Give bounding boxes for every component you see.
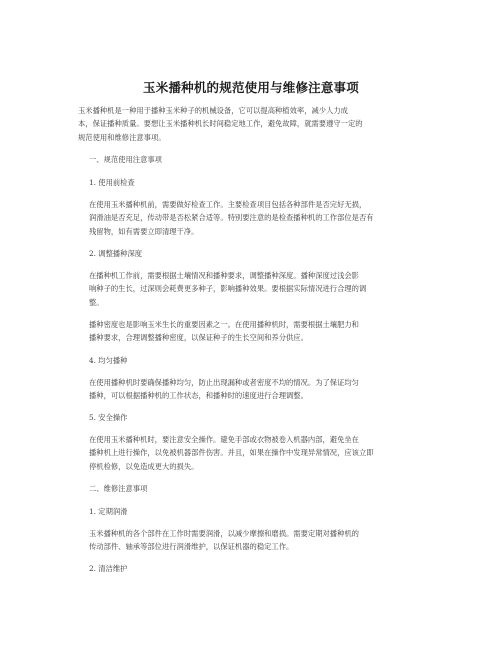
item-heading-even-sowing: 4. 均匀播种 xyxy=(89,356,128,365)
item-heading-depth: 2. 调整播种深度 xyxy=(89,249,143,258)
item-text-density: 播种密度也是影响玉米生长的重要因素之一。在使用播种机时，需要根据土壤肥力和 播种要求，合理调整播种密度，以保证种子的生长空间和养分供应。 xyxy=(89,320,359,343)
item-heading-safety: 5. 安全操作 xyxy=(89,413,128,422)
document-title: 玉米播种机的规范使用与维修注意事项 xyxy=(143,80,359,95)
item-text-safety: 在使用玉米播种机时，要注意安全操作。避免手部或衣物被卷入机器内部，避免坐在 播种机上进行操作，以免被机器部件伤害。并且，如果在操作中发现异常情况，应该立即 停机检修，以免造成更大的损失。 xyxy=(89,435,374,471)
item-text-lubrication: 玉米播种机的各个部件在工作时需要润滑，以减少摩擦和磨损。需要定期对播种机的 传动部件、轴承等部位进行润滑维护，以保证机器的稳定工作。 xyxy=(89,529,359,552)
item-heading-pre-check: 1. 使用前检查 xyxy=(89,178,135,187)
item-heading-cleaning: 2. 清洁维护 xyxy=(89,564,128,573)
section-heading-usage: 一、规范使用注意事项 xyxy=(89,155,162,164)
intro-paragraph: 玉米播种机是一种用于播种玉米种子的机械设备，它可以提高种植效率，减少人力成 本，保证播种质量。要想让玉米播种机长时间稳定地工作，避免故障，就需要遵守一定的 规范使用和维修注意事项。 xyxy=(78,106,363,142)
section-heading-maintenance: 二、维修注意事项 xyxy=(89,484,148,493)
item-text-depth: 在播种机工作前，需要根据土壤情况和播种要求，调整播种深度。播种深度过浅会影 响种子的生长，过深则会耗费更多种子，影响播种效果。要根据实际情况进行合理的调 整。 xyxy=(89,271,367,307)
item-text-pre-check: 在使用玉米播种机前，需要做好检查工作。主要检查项目包括各种部件是否完好无损， 润滑油是否充足，传动带是否松紧合适等。特别要注意的是检查播种机的工作部位是否有 残留物，如有需要立即清理干净。 xyxy=(89,200,374,236)
item-heading-lubrication: 1. 定期润滑 xyxy=(89,507,128,516)
item-text-even-sowing: 在使用播种机时要确保播种均匀，防止出现漏种或者密度不均的情况。为了保证均匀 播种，可以根据播种机的工作状态，和播种时的速度进行合理调整。 xyxy=(89,378,359,401)
